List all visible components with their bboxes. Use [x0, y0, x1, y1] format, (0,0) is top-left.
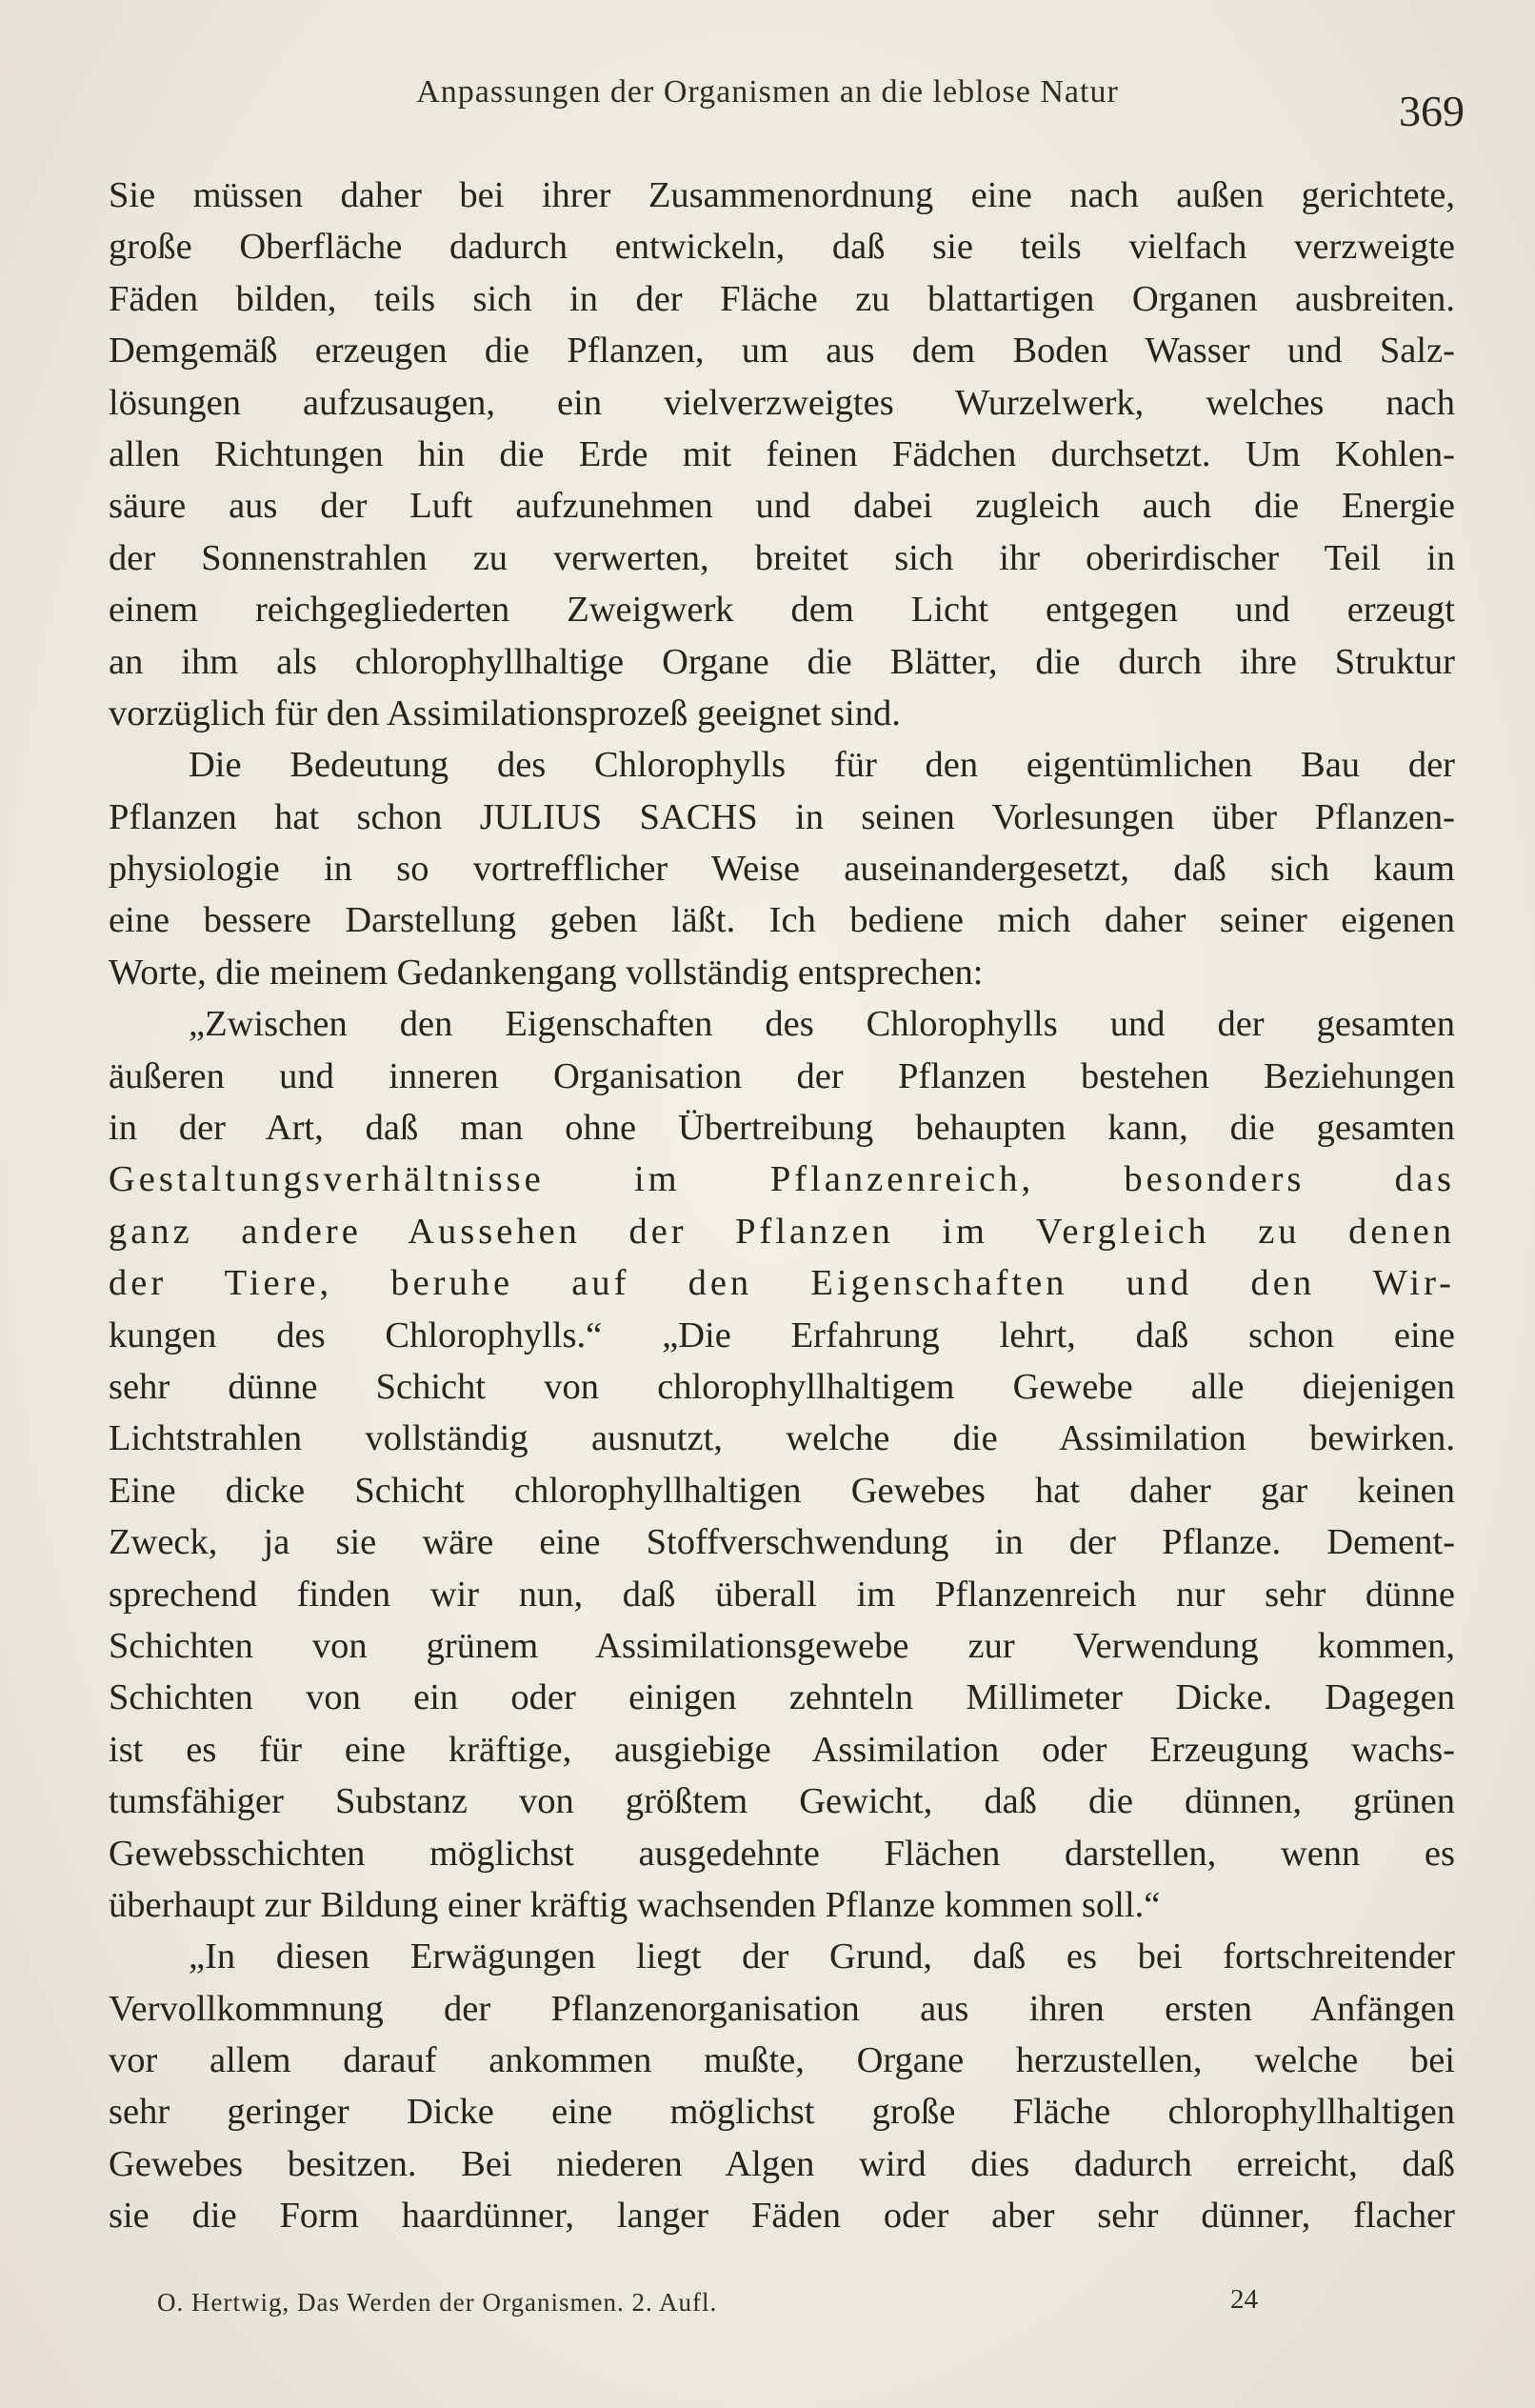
text-line: der Sonnenstrahlen zu verwerten, breitet sich ihr oberirdischer Teil in — [109, 537, 1455, 578]
text-line: Fäden bilden, teils sich in der Fläche zu blattartigen Organen ausbreiten. — [109, 278, 1455, 319]
text-line: säure aus der Luft aufzunehmen und dabei zugleich auch die Energie — [109, 486, 1455, 527]
text-line: Vervollkommnung der Pflanzenorganisation aus ihren ersten Anfängen — [109, 1988, 1455, 2029]
signature-mark: 24 — [1230, 2284, 1258, 2315]
text-line: äußeren und inneren Organisation der Pflanzen bestehen Beziehungen — [109, 1055, 1455, 1096]
text-line: sie die Form haardünner, langer Fäden oder aber sehr dünner, flacher — [109, 2196, 1455, 2237]
text-line: sehr dünne Schicht von chlorophyllhaltigem Gewebe alle diejenigen — [109, 1366, 1455, 1407]
text-line: kungen des Chlorophylls.“ „Die Erfahrung lehrt, daß schon eine — [109, 1314, 1455, 1355]
text-line: sehr geringer Dicke eine möglichst große Fläche chlorophyllhaltigen — [109, 2092, 1455, 2133]
text-line: ist es für eine kräftige, ausgiebige Assimilation oder Erzeugung wachs- — [109, 1729, 1455, 1770]
text-line: Lichtstrahlen vollständig ausnutzt, welche die Assimilation bewirken. — [109, 1418, 1455, 1459]
paragraph-start-line: „In diesen Erwägungen liegt der Grund, daß es bei fortschreitender — [189, 1936, 1455, 1977]
spaced-text-line: ganz andere Aussehen der Pflanzen im Vergleich zu denen — [109, 1211, 1455, 1252]
text-line: lösungen aufzusaugen, ein vielverzweigtes Wurzelwerk, welches nach — [109, 382, 1455, 423]
spaced-text-line: der Tiere, beruhe auf den Eigenschaften und den Wir- — [109, 1263, 1455, 1304]
text-line: an ihm als chlorophyllhaltige Organe die Blätter, die durch ihre Struktur — [109, 641, 1455, 682]
text-line: Eine dicke Schicht chlorophyllhaltigen Gewebes hat daher gar keinen — [109, 1470, 1455, 1511]
body-text — [109, 170, 1455, 2242]
paragraph-start-line: „Zwischen den Eigenschaften des Chlorophylls und der gesamten — [189, 1004, 1455, 1045]
text-line: tumsfähiger Substanz von größtem Gewicht, daß die dünnen, grünen — [109, 1781, 1455, 1822]
text-line: große Oberfläche dadurch entwickeln, daß sie teils vielfach verzweigte — [109, 227, 1455, 268]
text-line: in der Art, daß man ohne Übertreibung behaupten kann, die gesamten — [109, 1108, 1455, 1149]
spaced-text-line: Gestaltungsverhältnisse im Pflanzenreich, besonders das — [109, 1159, 1455, 1200]
footer-citation: O. Hertwig, Das Werden der Organismen. 2. Aufl. — [157, 2288, 718, 2317]
text-line: Sie müssen daher bei ihrer Zusammenordnung eine nach außen gerichtete, — [109, 175, 1455, 215]
text-line: Zweck, ja sie wäre eine Stoffverschwendung in der Pflanze. Dement- — [109, 1522, 1455, 1563]
running-title: Anpassungen der Organismen an die leblose Natur — [416, 74, 1119, 110]
paragraph-end-line: vorzüglich für den Assimilationsprozeß geeignet sind. — [109, 692, 901, 733]
text-line: Demgemäß erzeugen die Pflanzen, um aus dem Boden Wasser und Salz- — [109, 331, 1455, 371]
page-number: 369 — [1399, 87, 1465, 135]
text-line: Gewebsschichten möglichst ausgedehnte Flächen darstellen, wenn es — [109, 1833, 1455, 1874]
text-line: Pflanzen hat schon JULIUS SACHS in seinen Vorlesungen über Pflanzen- — [109, 796, 1455, 837]
text-line: sprechend finden wir nun, daß überall im Pflanzenreich nur sehr dünne — [109, 1574, 1455, 1615]
text-line: einem reichgegliederten Zweigwerk dem Licht entgegen und erzeugt — [109, 590, 1455, 631]
paragraph-start-line: Die Bedeutung des Chlorophylls für den eigentümlichen Bau der — [189, 745, 1455, 786]
text-line: Schichten von ein oder einigen zehnteln Millimeter Dicke. Dagegen — [109, 1677, 1455, 1718]
text-line: eine bessere Darstellung geben läßt. Ich bediene mich daher seiner eigenen — [109, 900, 1455, 941]
text-line: Gewebes besitzen. Bei niederen Algen wird dies dadurch erreicht, daß — [109, 2143, 1455, 2184]
text-line: Schichten von grünem Assimilationsgewebe zur Verwendung kommen, — [109, 1625, 1455, 1666]
paragraph-end-line: Worte, die meinem Gedankengang vollständig entsprechen: — [109, 952, 984, 993]
paragraph-end-line: überhaupt zur Bildung einer kräftig wachsenden Pflanze kommen soll.“ — [109, 1884, 1161, 1925]
text-line: allen Richtungen hin die Erde mit feinen Fädchen durchsetzt. Um Kohlen- — [109, 433, 1455, 474]
text-line: vor allem darauf ankommen mußte, Organe herzustellen, welche bei — [109, 2040, 1455, 2081]
text-line: physiologie in so vortrefflicher Weise auseinandergesetzt, daß sich kaum — [109, 849, 1455, 890]
